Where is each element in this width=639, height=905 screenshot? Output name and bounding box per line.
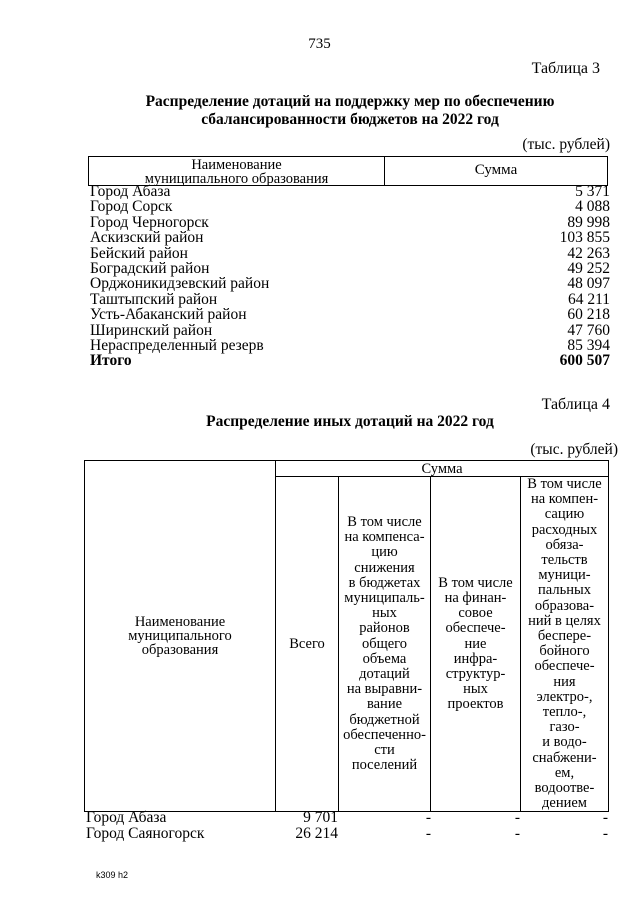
table4-label: Таблица 4 bbox=[541, 396, 610, 413]
row-col-a: - bbox=[425, 825, 431, 842]
footer-code: k309 h2 bbox=[96, 870, 129, 880]
row-name: Аскизский район bbox=[90, 229, 204, 247]
row-name: Итого bbox=[90, 352, 132, 370]
table4-units: (тыс. рублей) bbox=[530, 441, 618, 458]
header-line: Наименование bbox=[134, 614, 226, 631]
table4-header-sum: Сумма bbox=[276, 461, 609, 477]
row-name: Таштыпский район bbox=[90, 290, 218, 308]
row-name: Город Абаза bbox=[86, 809, 167, 826]
row-name: Бейский район bbox=[90, 244, 188, 262]
table-row bbox=[90, 338, 610, 353]
header-line: обяза- bbox=[545, 536, 584, 553]
table3-header-name-line1: Наименование bbox=[191, 157, 282, 173]
table-row bbox=[90, 230, 610, 245]
table3-header-name bbox=[89, 157, 385, 185]
table4-title: Распределение иных дотаций на 2022 год bbox=[206, 413, 494, 430]
header-line: дением bbox=[542, 795, 587, 812]
table3-body bbox=[90, 184, 610, 369]
header-line: газо- bbox=[549, 719, 580, 736]
header-line: электро-, bbox=[536, 688, 593, 705]
row-value: 600 507 bbox=[559, 352, 610, 370]
row-name: Город Саяногорск bbox=[86, 825, 205, 842]
table3-header-sum: Сумма bbox=[474, 162, 518, 178]
row-col-a: - bbox=[425, 809, 431, 826]
row-value: 5 371 bbox=[575, 183, 610, 200]
header-line: на компенса- bbox=[344, 529, 425, 546]
row-name: Нераспределенный резерв bbox=[90, 336, 264, 354]
header-line: ний в целях bbox=[528, 612, 601, 629]
row-value: 42 263 bbox=[567, 244, 610, 262]
header-line: сацию bbox=[544, 506, 585, 523]
row-col-c: - bbox=[602, 825, 608, 842]
row-value: 103 855 bbox=[559, 229, 610, 247]
table4-header-col-a bbox=[339, 477, 431, 812]
header-line: обеспече- bbox=[534, 658, 595, 675]
header-line: структур- bbox=[445, 666, 506, 683]
header-line: муници- bbox=[538, 567, 591, 584]
header-line: инфра- bbox=[453, 650, 498, 667]
table3-label: Таблица 3 bbox=[531, 60, 600, 77]
table4-header-col-b bbox=[431, 477, 521, 812]
table3-title-line2: сбалансированности бюджетов на 2022 год bbox=[201, 111, 499, 128]
header-line: совое bbox=[458, 605, 493, 622]
header-line: водоотве- bbox=[534, 780, 595, 797]
header-line: обеспеченно- bbox=[343, 726, 426, 743]
table-row bbox=[90, 215, 610, 230]
header-line: районов bbox=[359, 620, 410, 637]
row-value: 89 998 bbox=[567, 213, 610, 231]
table3-header-name-line2: муниципального образования bbox=[144, 171, 329, 187]
row-name: Боградский район bbox=[90, 259, 210, 277]
header-line: снижения bbox=[354, 559, 415, 576]
table-row bbox=[90, 184, 610, 199]
table4-body bbox=[86, 810, 616, 842]
header-line: ных bbox=[463, 681, 488, 698]
header-line: беспере- bbox=[537, 628, 592, 645]
table-row bbox=[90, 292, 610, 307]
row-name: Город Черногорск bbox=[90, 213, 209, 231]
header-line: дотаций bbox=[359, 666, 410, 683]
header-line: и водо- bbox=[542, 734, 587, 751]
header-line: ем, bbox=[554, 764, 575, 781]
header-line: на выравни- bbox=[346, 681, 423, 698]
row-value: 64 211 bbox=[567, 290, 610, 308]
header-line: ния bbox=[553, 673, 576, 690]
header-line: муниципаль- bbox=[344, 590, 425, 607]
row-name: Орджоникидзевский район bbox=[90, 275, 270, 293]
header-line: бюджетной bbox=[349, 711, 420, 728]
row-value: 48 097 bbox=[567, 275, 610, 293]
header-line: бойного bbox=[539, 643, 590, 660]
row-total: 9 701 bbox=[303, 809, 338, 826]
header-line: пальных bbox=[538, 582, 591, 599]
table-row bbox=[90, 323, 610, 338]
header-line: муниципального bbox=[128, 628, 232, 645]
header-line: снабжени- bbox=[532, 749, 597, 766]
row-col-c: - bbox=[602, 809, 608, 826]
row-value: 49 252 bbox=[567, 259, 610, 277]
header-line: ние bbox=[464, 635, 487, 652]
header-line: объема bbox=[362, 650, 407, 667]
page-number: 735 bbox=[308, 36, 331, 52]
header-line: проектов bbox=[447, 696, 504, 713]
table4-header-col-c bbox=[521, 477, 609, 812]
table-row bbox=[90, 246, 610, 261]
header-line: образова- bbox=[534, 597, 595, 614]
header-line: ных bbox=[372, 605, 397, 622]
header-line: тепло-, bbox=[542, 704, 587, 721]
row-name: Город Абаза bbox=[90, 183, 171, 200]
table4-header-name bbox=[85, 461, 276, 812]
table-row bbox=[90, 261, 610, 276]
header-line: тельств bbox=[541, 552, 588, 569]
table-row bbox=[90, 276, 610, 291]
row-name: Ширинский район bbox=[90, 321, 213, 339]
table-row bbox=[86, 826, 616, 842]
header-line: на финан- bbox=[444, 590, 507, 607]
header-line: поселений bbox=[351, 757, 418, 774]
row-value: 85 394 bbox=[567, 336, 610, 354]
header-line: на компен- bbox=[530, 491, 599, 508]
total-row bbox=[90, 353, 610, 368]
table3-title-line1: Распределение дотаций на поддержку мер по обеспечению bbox=[145, 93, 555, 110]
table4-header-total: Всего bbox=[276, 477, 339, 812]
row-value: 4 088 bbox=[575, 198, 610, 216]
row-value: 60 218 bbox=[567, 306, 610, 324]
header-line: сти bbox=[374, 742, 395, 759]
table3-title bbox=[60, 93, 639, 129]
table-row bbox=[86, 810, 616, 826]
table4-header bbox=[84, 460, 609, 812]
header-line: обеспече- bbox=[445, 620, 506, 637]
table3-units: (тыс. рублей) bbox=[522, 136, 610, 153]
row-total: 26 214 bbox=[295, 825, 338, 842]
header-line: вание bbox=[366, 696, 403, 713]
header-line: расходных bbox=[531, 521, 598, 538]
row-name: Усть-Абаканский район bbox=[90, 306, 247, 324]
header-line: в бюджетах bbox=[348, 574, 421, 591]
table3-header bbox=[88, 156, 608, 186]
header-line: образования bbox=[141, 642, 219, 659]
header-line: В том числе bbox=[438, 574, 513, 591]
table-row bbox=[90, 199, 610, 214]
row-col-b: - bbox=[514, 809, 520, 826]
header-line: цию bbox=[371, 544, 398, 561]
header-line: общего bbox=[361, 635, 408, 652]
header-line: В том числе bbox=[527, 476, 602, 492]
row-name: Город Сорск bbox=[90, 198, 173, 216]
table-row bbox=[90, 307, 610, 322]
row-col-b: - bbox=[514, 825, 520, 842]
row-value: 47 760 bbox=[567, 321, 610, 339]
header-line: В том числе bbox=[347, 514, 422, 530]
